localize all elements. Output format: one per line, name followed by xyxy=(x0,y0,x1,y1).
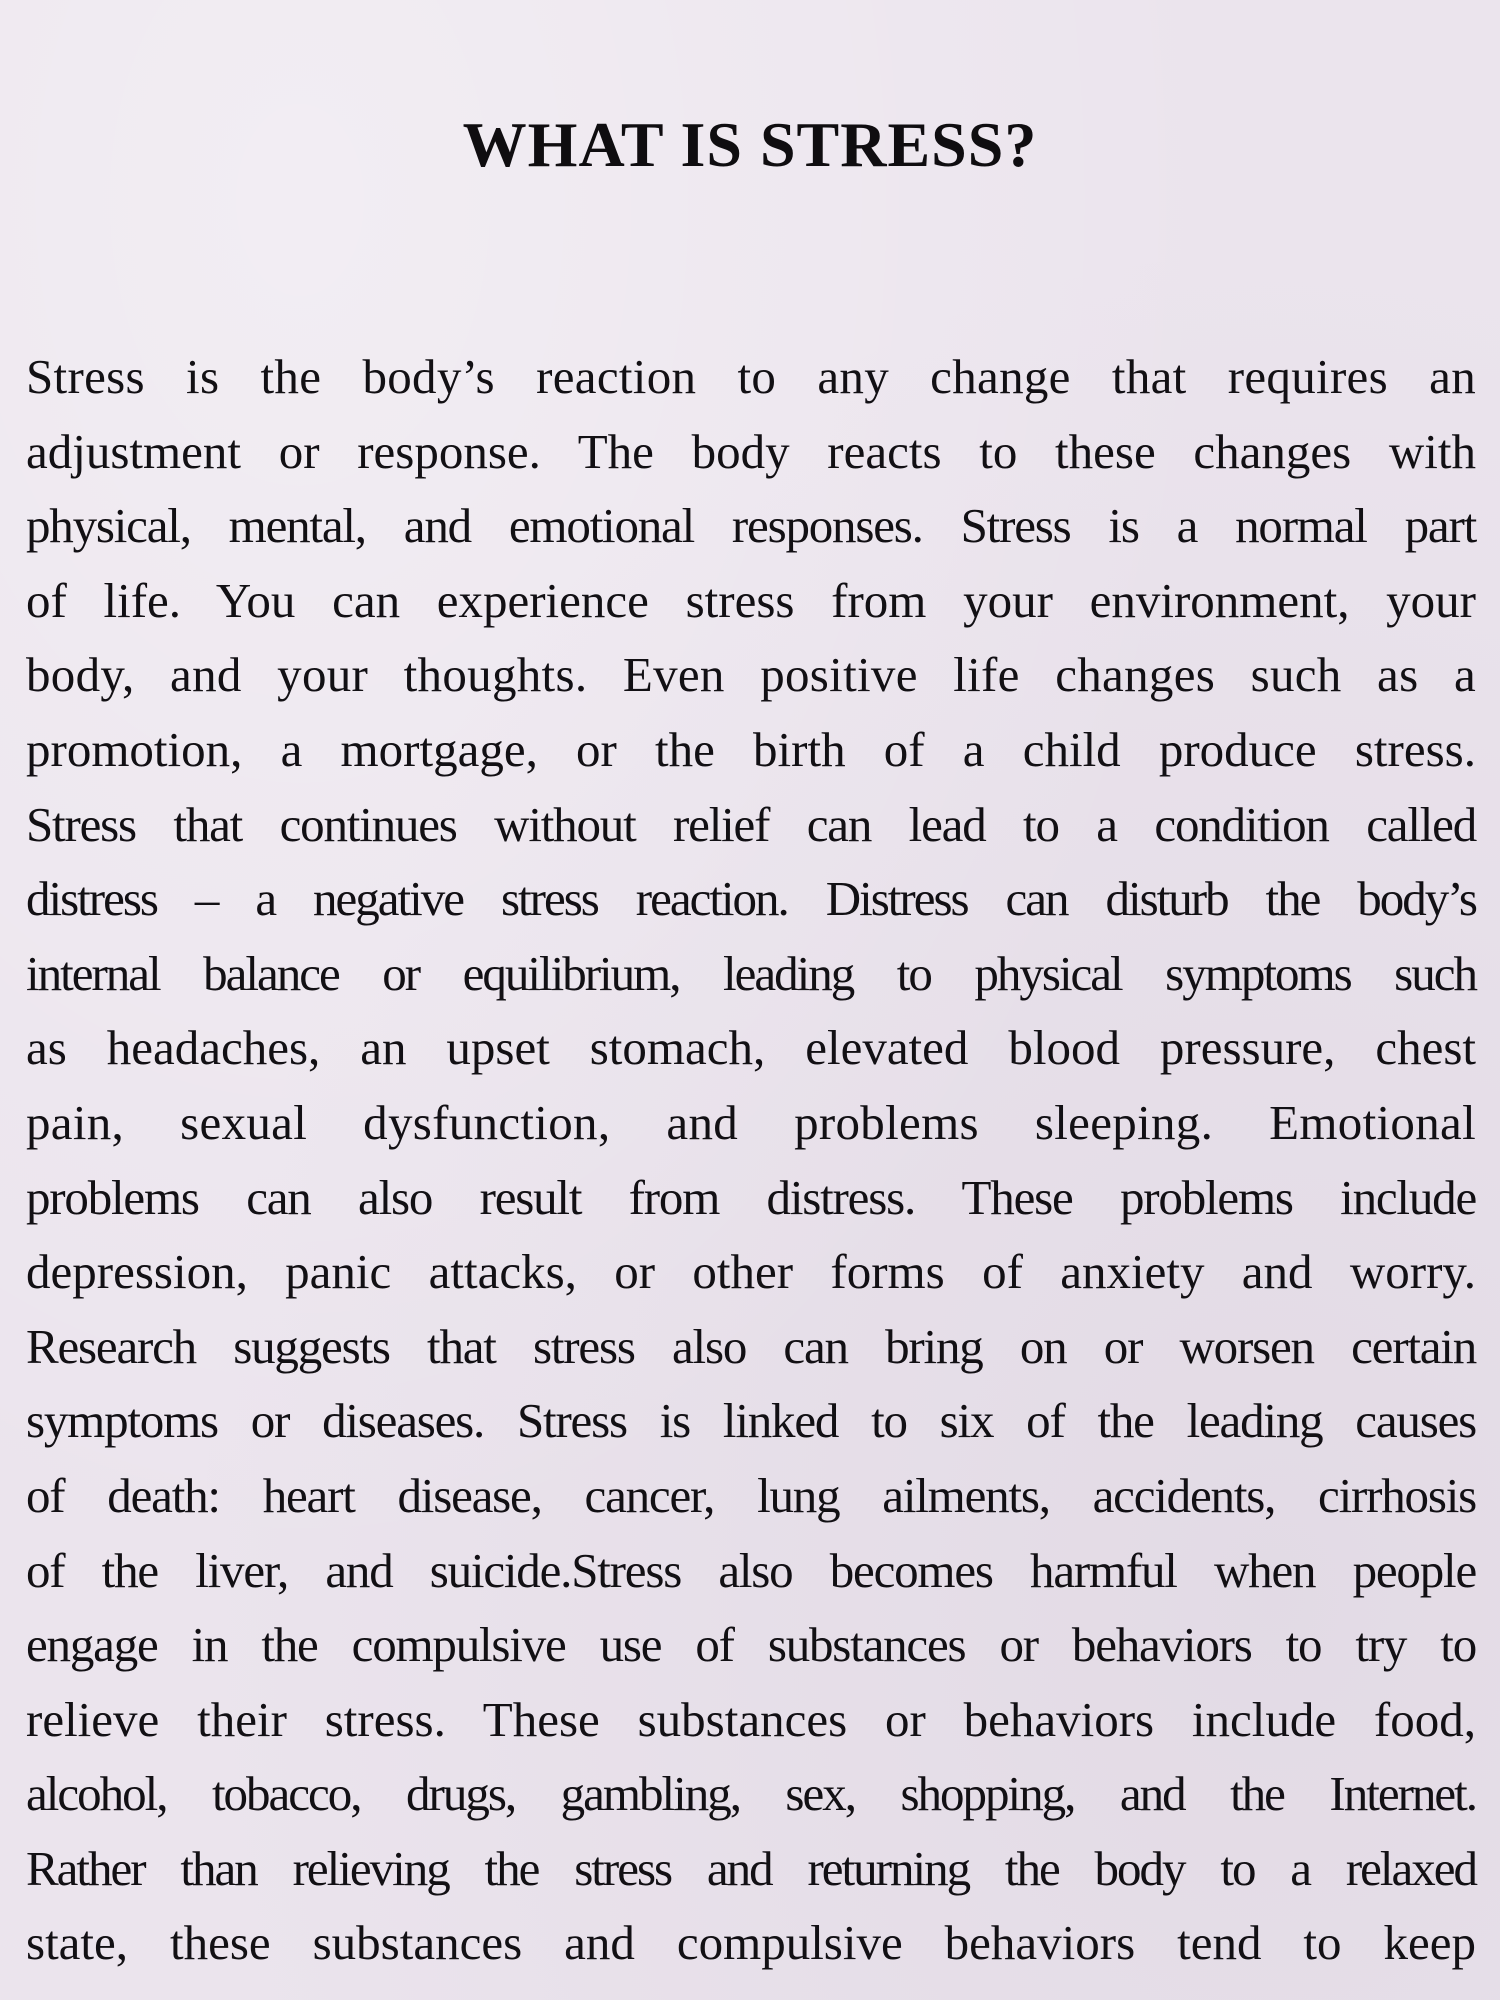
text-line: problems can also result from distress. These problems include xyxy=(26,1169,1476,1225)
text-line: as headaches, an upset stomach, elevated blood pressure, chest xyxy=(26,1020,1476,1076)
text-line: adjustment or response. The body reacts to these changes with xyxy=(26,423,1476,479)
text-line: Rather than relieving the stress and returning the body to a relaxed xyxy=(26,1840,1476,1896)
text-line: Stress is the body’s reaction to any change that requires an xyxy=(26,349,1476,404)
page-title: WHAT IS STRESS? xyxy=(462,109,1038,180)
body-paragraph xyxy=(26,340,1476,1981)
text-line: Stress that continues without relief can lead to a condition called xyxy=(26,796,1476,852)
text-line: distress – a negative stress reaction. Distress can disturb the body’s xyxy=(26,871,1476,927)
text-line: internal balance or equilibrium, leading to physical symptoms such xyxy=(26,945,1476,1001)
text-line: Research suggests that stress also can bring on or worsen certain xyxy=(26,1318,1476,1374)
text-line: of death: heart disease, cancer, lung ailments, accidents, cirrhosis xyxy=(26,1467,1476,1523)
text-line: of life. You can experience stress from your environment, your xyxy=(26,572,1476,628)
text-line: pain, sexual dysfunction, and problems sleeping. Emotional xyxy=(26,1094,1476,1150)
text-line: alcohol, tobacco, drugs, gambling, sex, shopping, and the Internet. xyxy=(26,1766,1476,1822)
text-line: depression, panic attacks, or other forms of anxiety and worry. xyxy=(26,1244,1476,1300)
text-line: of the liver, and suicide.Stress also becomes harmful when people xyxy=(26,1542,1476,1598)
text-line: symptoms or diseases. Stress is linked to six of the leading causes xyxy=(26,1393,1476,1449)
text-line: state, these substances and compulsive behaviors tend to keep xyxy=(26,1915,1476,1971)
text-line: relieve their stress. These substances or behaviors include food, xyxy=(26,1691,1476,1747)
text-line: engage in the compulsive use of substances or behaviors to try to xyxy=(26,1617,1476,1673)
text-line: promotion, a mortgage, or the birth of a child produce stress. xyxy=(26,721,1476,777)
text-line: body, and your thoughts. Even positive life changes such as a xyxy=(26,647,1476,703)
text-line: physical, mental, and emotional responses. Stress is a normal part xyxy=(26,498,1476,554)
